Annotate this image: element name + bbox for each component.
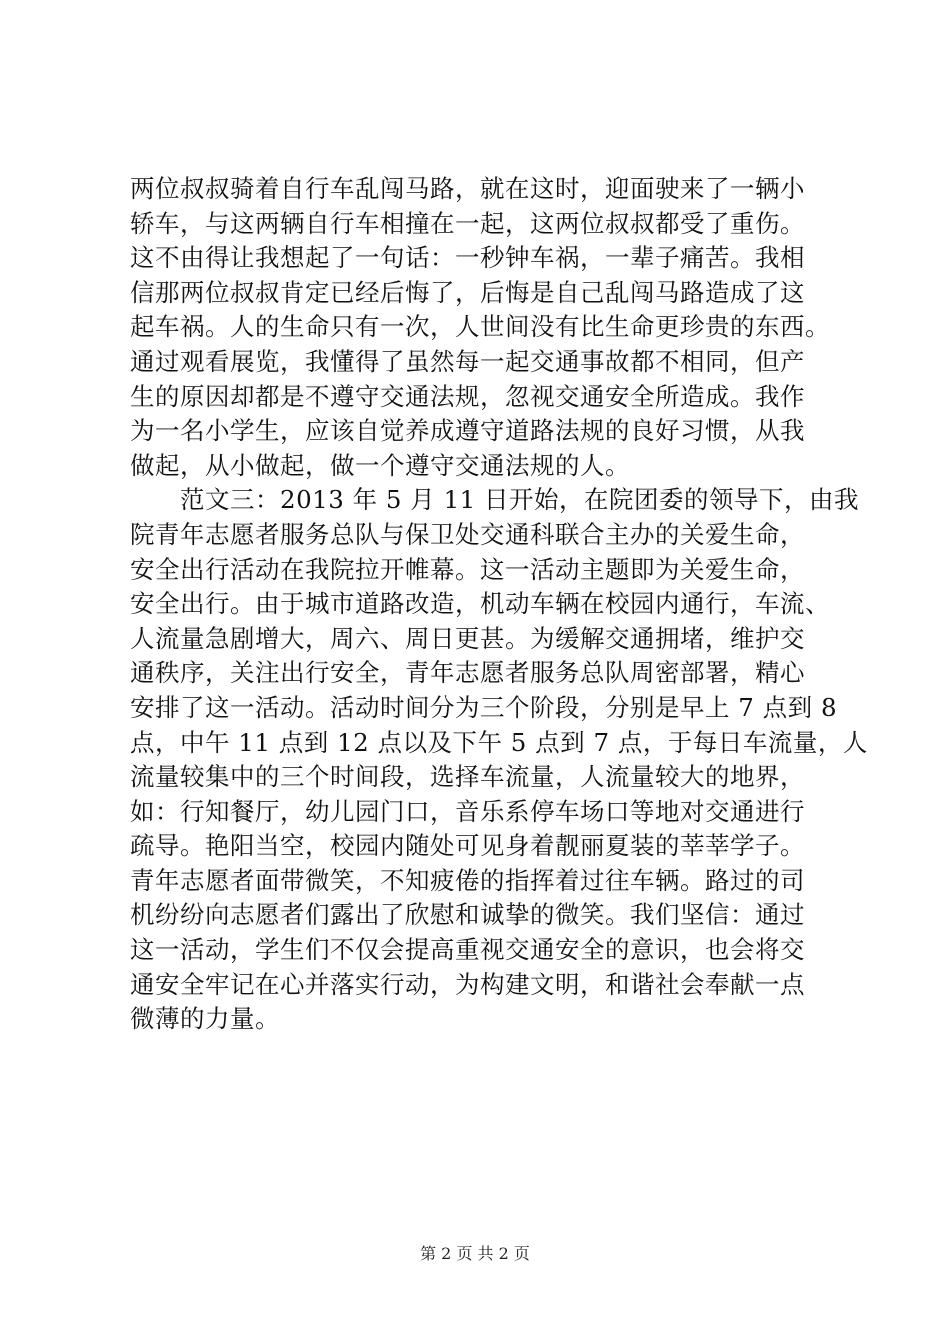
document-body <box>130 172 868 1037</box>
text-line: 范文三：2013 年 5 月 11 日开始，在院团委的领导下，由我 <box>130 485 860 515</box>
text-line: 微薄的力量。 <box>130 1004 280 1034</box>
text-line: 人流量急剧增大，周六、周日更甚。为缓解交通拥堵，维护交 <box>130 623 805 653</box>
text-line: 生的原因却都是不遵守交通法规，忽视交通安全所造成。我作 <box>130 381 805 411</box>
text-line: 做起，从小做起，做一个遵守交通法规的人。 <box>130 450 630 480</box>
text-line: 通过观看展览，我懂得了虽然每一起交通事故都不相同，但产 <box>130 346 805 376</box>
text-line: 院青年志愿者服务总队与保卫处交通科联合主办的关爱生命， <box>130 519 805 549</box>
text-line: 两位叔叔骑着自行车乱闯马路，就在这时，迎面驶来了一辆小 <box>130 174 805 203</box>
text-line: 这不由得让我想起了一句话：一秒钟车祸，一辈子痛苦。我相 <box>130 243 805 273</box>
text-line: 点，中午 11 点到 12 点以及下午 5 点到 7 点，于每日车流量，人 <box>130 727 868 757</box>
text-line: 安全出行。由于城市道路改造，机动车辆在校园内通行，车流、 <box>130 589 830 619</box>
text-line: 这一活动，学生们不仅会提高重视交通安全的意识，也会将交 <box>130 935 805 965</box>
page-number-footer: 第 2 页 共 2 页 <box>420 1244 530 1263</box>
text-line: 安排了这一活动。活动时间分为三个阶段，分别是早上 7 点到 8 <box>130 692 838 722</box>
text-line: 青年志愿者面带微笑，不知疲倦的指挥着过往车辆。路过的司 <box>130 865 805 895</box>
text-line: 通秩序，关注出行安全，青年志愿者服务总队周密部署，精心 <box>130 658 805 688</box>
text-line: 为一名小学生，应该自觉养成遵守道路法规的良好习惯，从我 <box>130 416 805 446</box>
text-line: 流量较集中的三个时间段，选择车流量，人流量较大的地界， <box>130 762 805 792</box>
text-line: 安全出行活动在我院拉开帷幕。这一活动主题即为关爱生命， <box>130 554 805 584</box>
text-line: 起车祸。人的生命只有一次，人世间没有比生命更珍贵的东西。 <box>130 312 830 342</box>
text-line: 通安全牢记在心并落实行动，为构建文明，和谐社会奉献一点 <box>130 969 805 999</box>
text-line: 机纷纷向志愿者们露出了欣慰和诚挚的微笑。我们坚信：通过 <box>130 900 805 930</box>
text-line: 信那两位叔叔肯定已经后悔了，后悔是自己乱闯马路造成了这 <box>130 277 805 307</box>
text-line: 如：行知餐厅，幼儿园门口，音乐系停车场口等地对交通进行 <box>130 796 805 826</box>
text-line: 疏导。艳阳当空，校园内随处可见身着靓丽夏装的莘莘学子。 <box>130 831 805 861</box>
text-line: 轿车，与这两辆自行车相撞在一起，这两位叔叔都受了重伤。 <box>130 208 805 238</box>
